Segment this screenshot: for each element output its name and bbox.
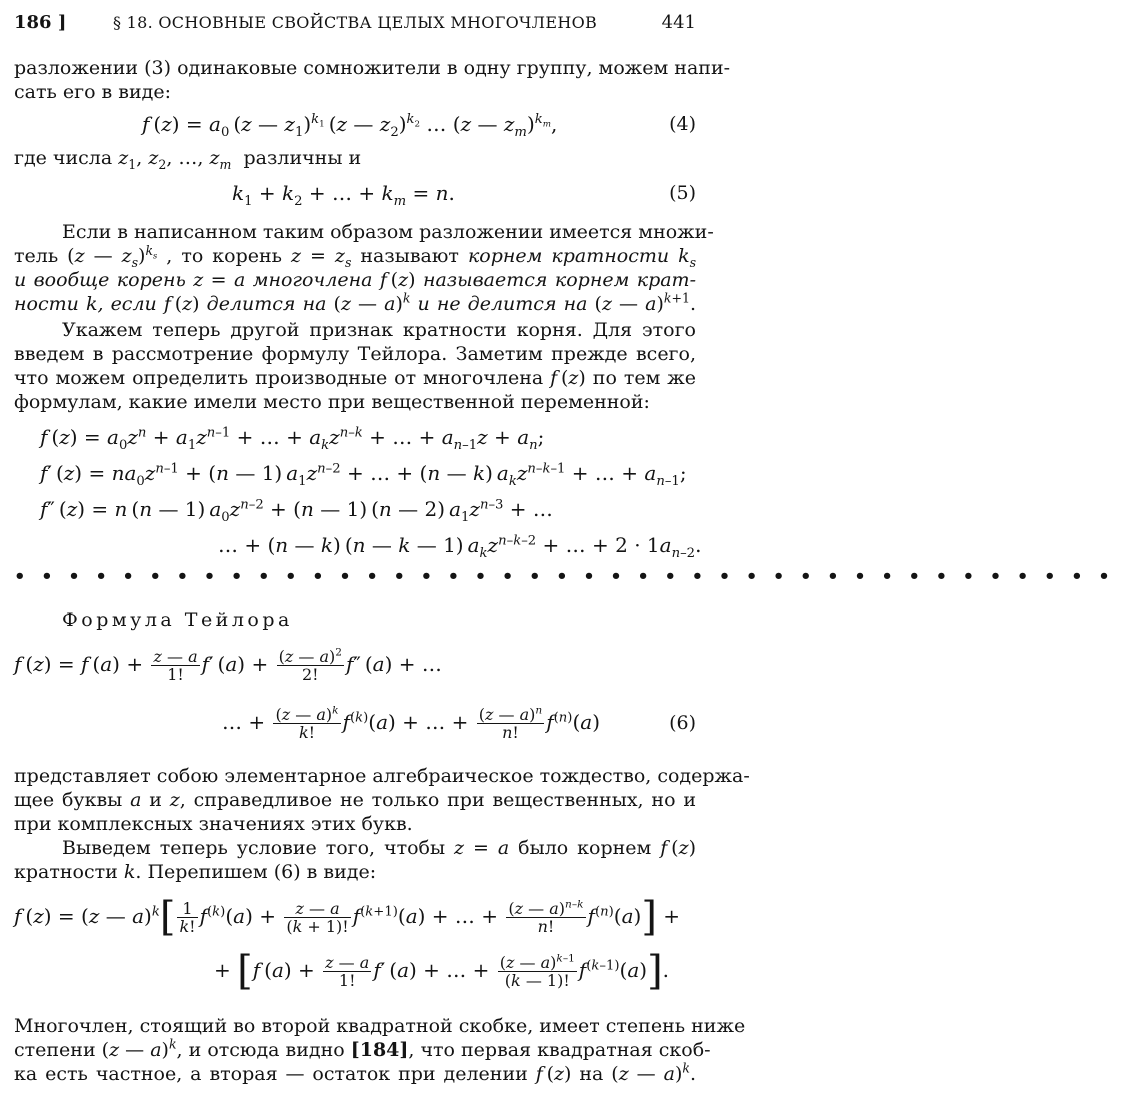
text-line: Если в написанном таким образом разложении имеется множи- — [62, 221, 714, 243]
text-fragment: Выведем теперь условие того, чтобы — [62, 837, 446, 859]
text-line: где числа $z_1$, $z_2$, …, $z_m$ различны и — [14, 147, 362, 172]
page-number-left: 186 ] — [14, 12, 67, 33]
text-line: формулам, какие имели место при вещественной переменной: — [14, 391, 650, 413]
formula-f-second: f″ (z) = n (n — 1) $a_0z^{n-2} + (n$ — 1) (n — 2) $a_1z^{n-3}$ + … — [40, 497, 553, 525]
text-fragment: тель — [14, 245, 59, 267]
text-fragment: на — [579, 1063, 604, 1085]
text-line: Многочлен, стоящий во второй квадратной скобке, имеет степень ниже — [14, 1015, 746, 1037]
text-fragment: , если — [97, 293, 157, 315]
text-line: Укажем теперь другой признак кратности корня. Для этого — [62, 319, 696, 341]
text-fragment: было корнем — [518, 837, 652, 859]
equation-number: (5) — [669, 182, 696, 204]
text-line: Выведем теперь условие того, чтобы z = a было корнем f (z) — [62, 837, 696, 859]
text-line: щее буквы a и z, справедливое не только при вещественных, но и — [14, 789, 696, 811]
text-fragment: и вообще корень — [14, 269, 186, 291]
formula-f: f $(z) = a_0z^n + a_1z^{n-1}$ + … + $a_kz^{n-k}$ + … + $a_{n-1}z + a_n$; — [40, 425, 545, 453]
cross-reference: [184] — [350, 1039, 409, 1061]
text-fragment: и — [149, 789, 162, 811]
equation-number: (6) — [669, 712, 696, 734]
formula-taylor: f (z) = f (a) + $\frac{z — a}{1!}$ f′ (a) + $\frac{(z — a)^2}{2!}$ f″ (a) + … — [14, 646, 442, 684]
text-line: представляет собою элементарное алгебраическое тождество, содержа- — [14, 765, 750, 787]
text-line: и вообще корень z = a многочлена f (z) называется корнем крат- — [14, 269, 696, 291]
text-fragment: , что первая квадратная скоб- — [408, 1039, 711, 1061]
formula-4: f $(z) = a_0$ (z — $z_1)^{k_1}$ (z — $z_2)^{k_2}$ … (z — $z_m)^{k_m}$, — [142, 112, 558, 140]
section-title: § 18. ОСНОВНЫЕ СВОЙСТВА ЦЕЛЫХ МНОГОЧЛЕНОВ — [112, 13, 598, 32]
text-fragment: делится на — [206, 293, 327, 315]
text-line: ности k, если f (z) делится на (z — a)$^k$ и не делится на (z — a)$^{k+1}$. — [14, 290, 696, 315]
formula-taylor-cont: … + $\frac{(z — a)^k}{k!}$ $f^{(k)}(a)$ + … + $\frac{(z — a)^n}{n!}$ $f^{(n)}(a)$ — [222, 704, 600, 742]
text-fragment: кратности — [14, 861, 118, 883]
text-fragment: называется корнем крат- — [422, 269, 696, 291]
text-fragment: , справедливое не только при вещественных, но и — [179, 789, 696, 811]
section-heading: Формула Тейлора — [62, 609, 293, 631]
text-line: при комплексных значениях этих букв. — [14, 813, 413, 835]
formula-rewritten-cont: + [f (a) + $\frac{z — a}{1!}$ f′ (a) + … + $\frac{(z — a)^{k-1}}{(k — 1)!}$ $f^{(k-1)}(a)$]. — [214, 948, 670, 994]
text-fragment: степени — [14, 1039, 96, 1061]
page-number-right: 441 — [661, 12, 696, 33]
dotted-separator: ••••••••••••••••••••••••••••••••••••••••• — [14, 566, 1125, 587]
term-italic: корнем кратности — [467, 245, 670, 267]
formula-5: $k_1 + k_2$ + … + $k_m = n$. — [232, 181, 455, 209]
text-fragment: что можем определить производные от многочлена — [14, 367, 544, 389]
text-line: кратности k. Перепишем (6) в виде: — [14, 861, 377, 883]
text-line: что можем определить производные от многочлена f (z) по тем же — [14, 367, 697, 389]
text-line: ка есть частное, а вторая — остаток при делении f (z) на (z — a)$^k$. — [14, 1060, 697, 1085]
text-fragment: по тем же — [592, 367, 697, 389]
text-fragment: и не делится на — [417, 293, 588, 315]
text-line: тель (z — $z_s)^{k_s}$ , то корень $z = z_s$ называют корнем кратности $k_s$ — [14, 242, 697, 270]
text-fragment: ности — [14, 293, 79, 315]
formula-f-second-cont: … + (n — k) (n — k — 1) $a_kz^{n-k-2}$ + … + $2 \cdot 1a_{n-2}$. — [218, 533, 702, 561]
text-fragment: , и отсюда видно — [176, 1039, 345, 1061]
text-line: введем в рассмотрение формулу Тейлора. Заметим прежде всего, — [14, 343, 696, 365]
text-fragment: , то корень — [166, 245, 282, 267]
text-fragment: различны и — [243, 147, 362, 169]
formula-f-prime: f′ $(z) = na_0z^{n-1} + (n$ — 1) $a_1z^{n-2}$ + … + (n — k) $a_kz^{n-k-1}$ + … + $a_{n-1}$; — [40, 461, 687, 489]
text-fragment: где числа — [14, 147, 113, 169]
text-fragment: . Перепишем (6) в виде: — [135, 861, 377, 883]
equation-number: (4) — [669, 113, 696, 135]
text-line: сать его в виде: — [14, 81, 171, 103]
text-line: степени (z — a)$^k$, и отсюда видно [184], что первая квадратная скоб- — [14, 1036, 711, 1061]
text-line: разложении (3) одинаковые сомножители в одну группу, можем напи- — [14, 57, 731, 79]
page-header — [14, 10, 696, 38]
text-fragment: называют — [360, 245, 459, 267]
formula-rewritten: f (z) = (z — a)$^k$[ $\frac{1}{k!}$ $f^{(k)}(a)$ + $\frac{z — a}{(k + 1)!}$ $f^{(k+1)}(a)$ + … + $\frac{(z — a)^{n-k}}{n!}$ $f^{(n)}(a)$] + — [14, 894, 681, 940]
text-fragment: многочлена — [252, 269, 373, 291]
text-fragment: щее буквы — [14, 789, 123, 811]
text-fragment: ка есть частное, а вторая — остаток при делении — [14, 1063, 528, 1085]
